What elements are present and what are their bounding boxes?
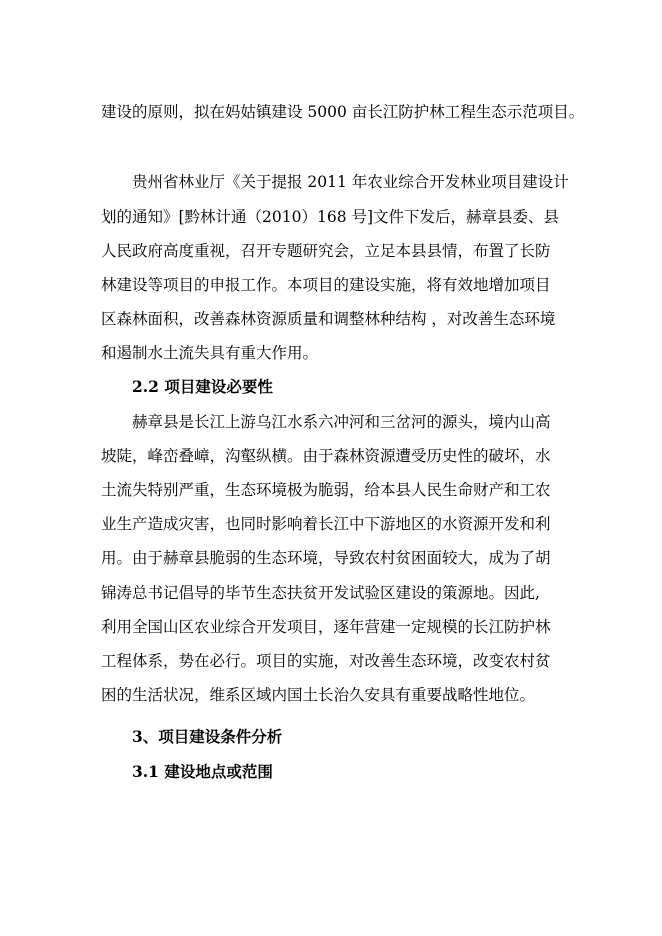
section-heading-3: 3、项目建设条件分析 — [132, 727, 283, 746]
paragraph-1-line-1: 贵州省林业厅《关于提报 2011 年农业综合开发林业项目建设计 — [132, 173, 569, 191]
paragraph-2-line-5: 用。由于赫章县脆弱的生态环境，导致农村贫困面较大，成为了胡 — [101, 549, 551, 567]
paragraph-2-line-7: 利用全国山区农业综合开发项目，逐年营建一定规模的长江防护林 — [101, 618, 551, 636]
intro-line: 建设的原则，拟在妈姑镇建设 5000 亩长江防护林工程生态示范项目。 — [101, 103, 585, 121]
paragraph-2-line-3: 土流失特别严重，生态环境极为脆弱，给本县人民生命财产和工农 — [101, 481, 551, 499]
paragraph-2-line-4: 业生产造成灾害，也同时影响着长江中下游地区的水资源开发和利 — [101, 515, 551, 533]
section-heading-3-1: 3.1 建设地点或范围 — [132, 762, 273, 781]
paragraph-1-line-4: 林建设等项目的申报工作。本项目的建设实施，将有效地增加项目 — [101, 276, 551, 294]
paragraph-2-line-6: 锦涛总书记倡导的毕节生态扶贫开发试验区建设的策源地。因此, — [101, 584, 540, 602]
paragraph-2-line-8: 工程体系，势在必行。项目的实施，对改善生态环境，改变农村贫 — [101, 652, 551, 670]
paragraph-2-line-1: 赫章县是长江上游乌江水系六冲河和三岔河的源头，境内山高 — [132, 413, 551, 431]
paragraph-1-line-6: 和遏制水土流失具有重大作用。 — [101, 344, 319, 362]
paragraph-1-line-2: 划的通知》[黔林计通（2010）168 号]文件下发后，赫章县委、县 — [101, 208, 560, 226]
paragraph-2-line-9: 困的生活状况，维系区域内国土长治久安具有重要战略性地位。 — [101, 686, 536, 704]
paragraph-2-line-2: 坡陡，峰峦叠嶂，沟壑纵横。由于森林资源遭受历史性的破坏，水 — [101, 447, 551, 465]
paragraph-1-line-5: 区森林面积，改善森林资源质量和调整林种结构 ，对改善生态环境 — [101, 310, 556, 328]
paragraph-1-line-3: 人民政府高度重视，召开专题研究会，立足本县县情，布置了长防 — [101, 242, 551, 260]
section-heading-2-2: 2.2 项目建设必要性 — [132, 377, 273, 396]
